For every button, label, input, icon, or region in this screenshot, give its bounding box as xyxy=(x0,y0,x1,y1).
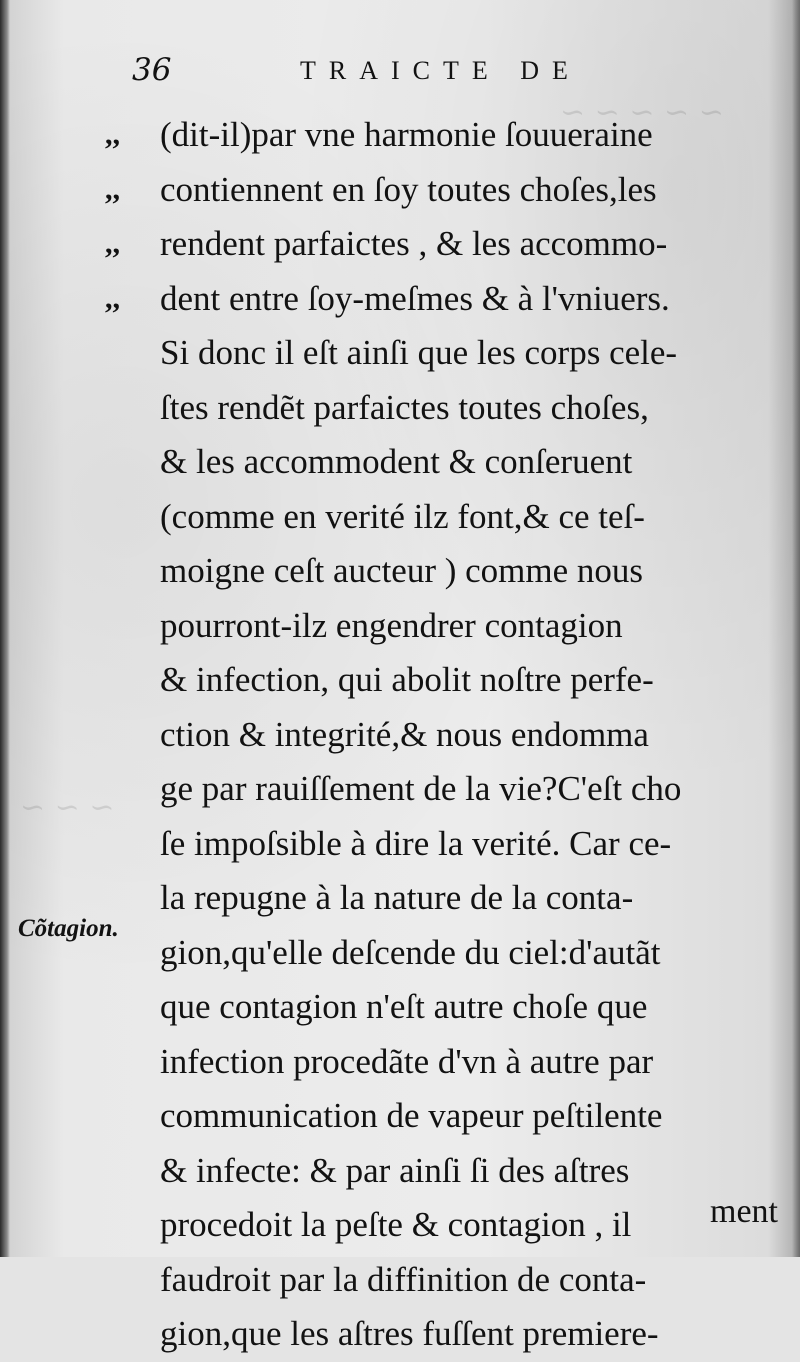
line-text: (comme en verité ilz font,& ce teſ- xyxy=(160,496,645,536)
book-spine-shadow xyxy=(0,0,10,1257)
line-text: & infecte: & par ainſi ſi des aſtres xyxy=(160,1150,630,1190)
text-line xyxy=(105,817,785,872)
text-line xyxy=(105,762,785,817)
line-text: pourront-ilz engendrer contagion xyxy=(160,605,623,645)
text-line xyxy=(105,490,785,545)
text-line xyxy=(105,108,785,163)
line-text: procedoit la peſte & contagion , il xyxy=(160,1205,632,1244)
line-text: gion,qu'elle deſcende du ciel:d'autãt xyxy=(160,932,661,972)
text-line xyxy=(105,708,785,763)
line-text: que contagion n'eſt autre choſe que xyxy=(160,987,648,1026)
text-line xyxy=(105,435,785,490)
quotation-mark: ,, xyxy=(105,118,120,151)
line-text: Si donc il eſt ainſi que les corps cele- xyxy=(160,333,678,372)
line-text: & les accommodent & conſeruent xyxy=(160,442,633,481)
line-text: ction & integrité,& nous endomma xyxy=(160,714,649,754)
text-line xyxy=(105,217,785,272)
line-text: dent entre ſoy-meſmes & à l'vniuers. xyxy=(160,278,670,318)
line-text: ſe impoſsible à dire la verité. Car ce- xyxy=(160,823,672,863)
text-line xyxy=(105,272,785,327)
line-text: contiennent en ſoy toutes choſes,les xyxy=(160,169,657,209)
line-text: communication de vapeur peſtilente xyxy=(160,1096,663,1135)
line-text: infection procedãte d'vn à autre par xyxy=(160,1041,654,1081)
page-number: 36 xyxy=(132,52,172,88)
quotation-mark: ,, xyxy=(105,227,120,260)
show-through-text: ~ ~ ~ ~ ~ xyxy=(560,95,724,130)
line-text: gion,que les aſtres fuſſent premiere- xyxy=(160,1314,659,1353)
text-line xyxy=(105,1198,785,1253)
text-line xyxy=(105,1253,785,1308)
text-line xyxy=(105,980,785,1035)
text-line xyxy=(105,871,785,926)
page-header xyxy=(120,52,640,98)
line-text: ge par rauiſſement de la vie?C'eſt cho xyxy=(160,769,682,808)
text-line xyxy=(105,1307,785,1362)
body-text xyxy=(105,108,785,1362)
quotation-mark: ,, xyxy=(105,172,120,206)
margin-note: Cõtagion. xyxy=(18,915,119,942)
text-line xyxy=(105,653,785,708)
catchword: ment xyxy=(710,1193,778,1230)
line-text: (dit-il)par vne harmonie ſouueraine xyxy=(160,115,653,154)
running-title: TRAICTE DE xyxy=(300,56,581,85)
line-text: ſtes rendẽt parfaictes toutes choſes, xyxy=(160,387,649,427)
text-line xyxy=(105,926,785,981)
book-edge-shadow xyxy=(792,0,800,1257)
text-line xyxy=(105,1144,785,1199)
text-line xyxy=(105,1089,785,1144)
text-line xyxy=(105,1035,785,1090)
quotation-mark: ,, xyxy=(105,281,120,315)
show-through-text: ~ ~ ~ xyxy=(20,790,115,825)
text-line xyxy=(105,326,785,381)
text-line xyxy=(105,544,785,599)
text-line xyxy=(105,381,785,436)
line-text: rendent parfaictes , & les accommo- xyxy=(160,224,668,263)
text-line xyxy=(105,599,785,654)
line-text: moigne ceſt aucteur ) comme nous xyxy=(160,551,644,590)
line-text: & infection, qui abolit noſtre perfe- xyxy=(160,660,654,699)
line-text: faudroit par la diffinition de conta- xyxy=(160,1259,647,1299)
line-text: la repugne à la nature de la conta- xyxy=(160,878,634,917)
text-line xyxy=(105,163,785,218)
